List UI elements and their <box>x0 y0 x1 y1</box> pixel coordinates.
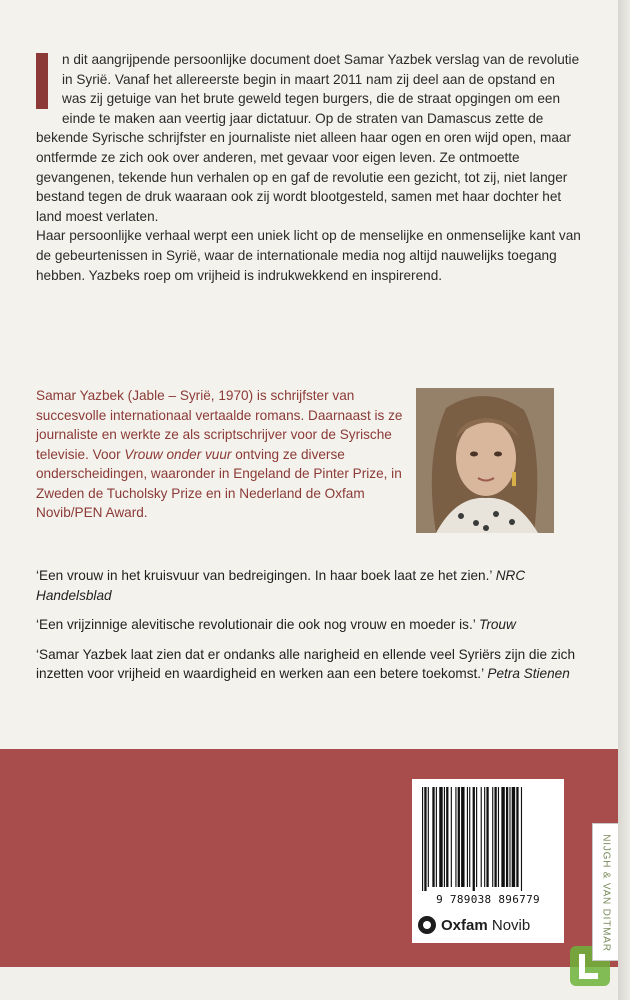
barcode-panel <box>412 779 564 943</box>
blurb-paragraph-2: Haar persoonlijke verhaal werpt een uniek licht op de menselijke en onmenselijke kant van de gebeurtenissen in Syrië, waar de internationale media nog altijd nauwelijks toegang hebben. Yazbeks roep om vrijheid is indrukwekkend en inspirerend. <box>36 228 581 283</box>
quote-1: ‘Een vrouw in het kruisvuur van bedreigingen. In haar boek laat ze het zien.’ NRC Handelsblad <box>36 568 526 603</box>
barcode <box>420 787 556 891</box>
novib-word: Novib <box>487 916 531 934</box>
quote-3-source: Petra Stienen <box>487 666 570 681</box>
drop-cap-bar <box>36 53 48 109</box>
blurb-text <box>36 50 582 285</box>
bio-text-before: Samar Yazbek (Jable – Syrië, 1970) is schrijfster van succesvolle internationaal vertaalde romans. Daarnaast is ze journaliste en werkte ze als scriptschrijver voor de Syrische televisie. Voor <box>36 388 403 462</box>
quote-2-source: Trouw <box>479 617 516 632</box>
oxfam-icon <box>418 916 436 934</box>
publisher-tab <box>592 823 618 961</box>
oxfam-novib-logo <box>418 913 564 937</box>
bio-text-after: ontving ze diverse onderscheidingen, waaronder in Engeland de Pinter Prize, in Zweden de Tucholsky Prize en in Nederland de Oxfam Novib/PEN Award. <box>36 446 402 520</box>
quote-1-source: NRC Handelsblad <box>36 568 526 603</box>
publisher-name: NIJGH & VAN DITMAR <box>600 834 612 952</box>
quote-2: ‘Een vrijzinnige alevitische revolutionair die ook nog vrouw en moeder is.’ Trouw <box>36 617 516 632</box>
oxfam-word: Oxfam <box>441 916 488 934</box>
author-photo <box>416 388 554 533</box>
isbn-number: 9 789038 896779 <box>436 893 540 906</box>
book-spine-edge <box>618 0 630 1000</box>
author-bio <box>36 386 412 523</box>
bottom-strip <box>0 967 618 1000</box>
quote-3: ‘Samar Yazbek laat zien dat er ondanks alle narigheid en ellende veel Syriërs zijn die zich inzetten voor vrijheid en waardigheid en werken aan een betere toekomst.’ Petra Stienen <box>36 646 576 681</box>
blurb-paragraph-1: n dit aangrijpende persoonlijke document doet Samar Yazbek verslag van de revolutie in Syrië. Vanaf het allereerste begin in maart 2011 nam zij deel aan de opstand en was zij getuige van het brute geweld tegen burgers, die de straat opgingen om een einde te maken aan veertig jaar dictatuur. Op de straten van Damascus zette de bekende Syrische schrijfster en journaliste niet alleen haar ogen en oren wijd open, maar ontfermde ze zich ook over anderen, met gevaar voor eigen leven. Ze ontmoette gevangenen, tekende hun verhalen op en gaf de revolutie een gezicht, tot zij, niet langer bestand tegen de druk waaraan ook zij wordt blootgesteld, samen met haar dochter het land moest verlaten. <box>36 52 580 224</box>
press-quotes <box>36 566 582 694</box>
bio-book-title: Vrouw onder vuur <box>124 446 232 462</box>
